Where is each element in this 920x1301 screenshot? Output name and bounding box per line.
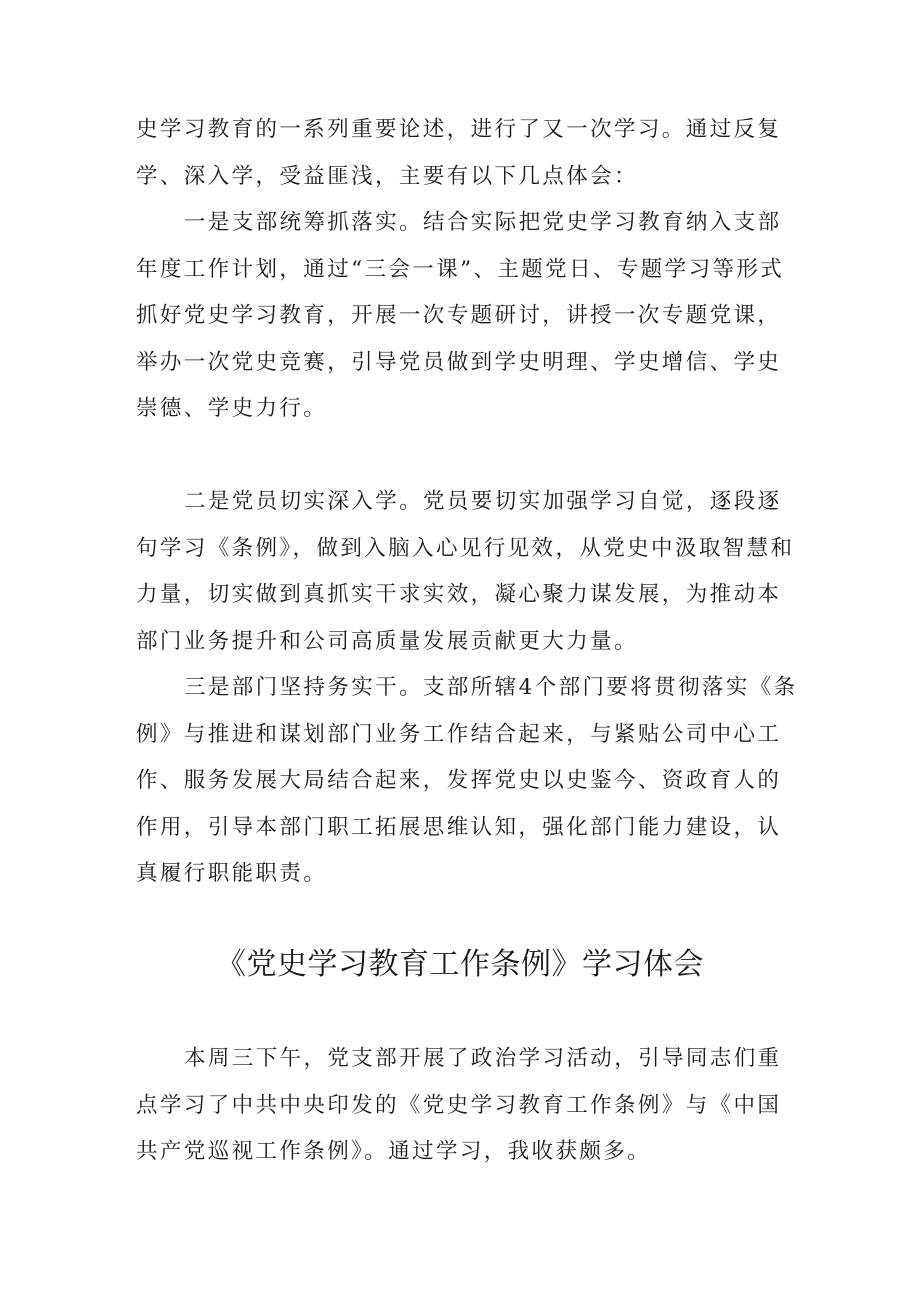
section-title: 《党史学习教育工作条例》学习体会	[216, 947, 704, 982]
paragraph-point-two: 二是党员切实深入学。党员要切实加强学习自觉，逐段逐句学习《条例》，做到入脑入心见行见效，从党史中汲取智慧和力量，切实做到真抓实干求实效，凝心聚力谋发展，为推动本部门业务提升和公司高质量发展贡献更大力量。	[136, 489, 795, 654]
paragraph-continued: 史学习教育的一系列重要论述，进行了又一次学习。通过反复学、深入学，受益匪浅，主要有以下几点体会：	[136, 117, 782, 189]
paragraph-point-one: 一是支部统筹抓落实。结合实际把党史学习教育纳入支部年度工作计划，通过“三会一课”、主题党日、专题学习等形式抓好党史学习教育，开展一次专题研讨，讲授一次专题党课，举办一次党史竞赛，引导党员做到学史明理、学史增信、学史崇德、学史力行。	[136, 210, 785, 421]
paragraph-intro: 本周三下午，党支部开展了政治学习活动，引导同志们重点学习了中共中央印发的《党史学习教育工作条例》与《中国共产党巡视工作条例》。通过学习，我收获颇多。	[136, 1046, 782, 1164]
paragraph-point-three: 三是部门坚持务实干。支部所辖4个部门要将贯彻落实《条例》与推进和谋划部门业务工作结合起来，与紧贴公司中心工作、服务发展大局结合起来，发挥党史以史鉴今、资政育人的作用，引导本部门职工拓展思维认知，强化部门能力建设，认真履行职能职责。	[136, 675, 798, 886]
